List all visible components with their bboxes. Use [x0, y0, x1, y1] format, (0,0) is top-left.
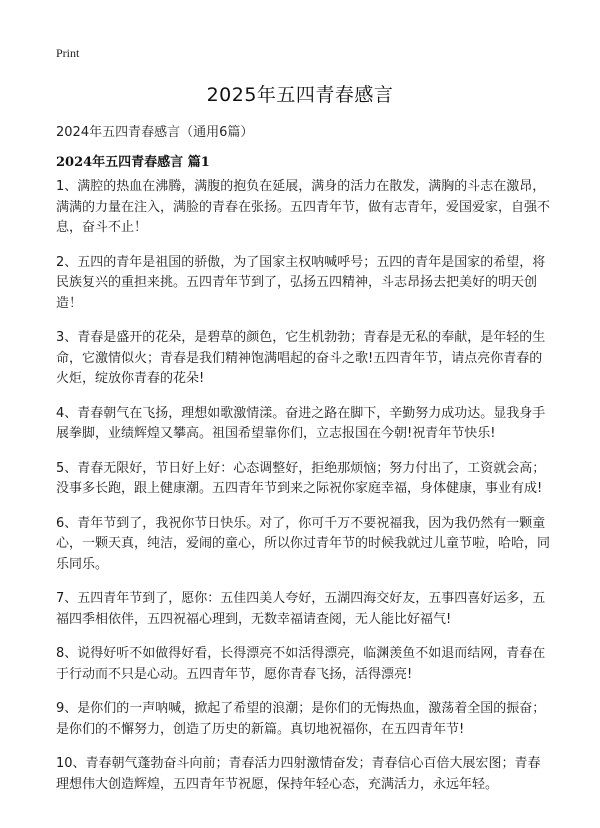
section-heading: 2024年五四青春感言 篇1	[56, 155, 210, 170]
paragraph: 8、说得好听不如做得好看，长得漂亮不如活得漂亮，临渊羡鱼不如退而结网，青春在于行动而不只是心动。五四青年节，愿你青春飞扬，活得漂亮!	[56, 646, 546, 682]
paragraph: 10、青春朝气蓬勃奋斗向前；青春活力四射激情奋发；青春信心百倍大展宏图；青春理想伟大创造辉煌，五四青年节祝愿，保持年轻心态，充满活力，永远年轻。	[56, 756, 541, 792]
paragraph: 7、五四青年节到了，愿你：五佳四美人夸好，五湖四海交好友，五事四喜好运多，五福四季相依伴，五四祝福心理到，无数幸福请查阅，无人能比好福气!	[56, 591, 546, 627]
paragraph: 6、青年节到了，我祝你节日快乐。对了，你可千万不要祝福我，因为我仍然有一颗童心，一颗天真，纯洁，爱闹的童心，所以你过青年节的时候我就过儿童节啦，哈哈，同乐同乐。	[56, 515, 551, 572]
page-title: 2025年五四青春感言	[206, 84, 394, 106]
print-link[interactable]: Print	[56, 46, 80, 60]
paragraph: 2、五四的青年是祖国的骄傲，为了国家主权呐喊呼号；五四的青年是国家的希望，将民族复兴的重担来挑。五四青年节到了，弘扬五四精神，斗志昂扬去把美好的明天创造！	[56, 254, 546, 311]
paragraph: 9、是你们的一声呐喊，掀起了希望的浪潮；是你们的无悔热血，激荡着全国的振奋；是你们的不懈努力，创造了历史的新篇。真切地祝福你，在五四青年节!	[56, 701, 546, 737]
paragraph: 5、青春无限好，节日好上好：心态调整好，拒绝那烦恼；努力付出了，工资就会高；没事多长跑，跟上健康潮。五四青年节到来之际祝你家庭幸福，身体健康，事业有成!	[56, 460, 546, 496]
paragraph-list	[56, 177, 550, 809]
document-subtitle: 2024年五四青春感言（通用6篇）	[56, 125, 254, 140]
paragraph: 3、青春是盛开的花朵，是碧草的颜色，它生机勃勃；青春是无私的奉献，是年轻的生命，它激情似火；青春是我们精神饱满唱起的奋斗之歌!五四青年节，请点亮你青春的火炬，绽放你青春的花朵!	[56, 330, 546, 386]
paragraph: 4、青春朝气在飞扬，理想如歌激情漾。奋进之路在脚下，辛勤努力成功达。显我身手展拳脚，业绩辉煌又攀高。祖国希望靠你们，立志报国在今朝!祝青年节快乐!	[56, 405, 546, 441]
paragraph: 1、满腔的热血在沸腾，满腹的抱负在延展，满身的活力在散发，满胸的斗志在激昂，满满的力量在注入，满脸的青春在张扬。五四青年节，做有志青年，爱国爱家，自强不息，奋斗不止！	[56, 179, 551, 235]
